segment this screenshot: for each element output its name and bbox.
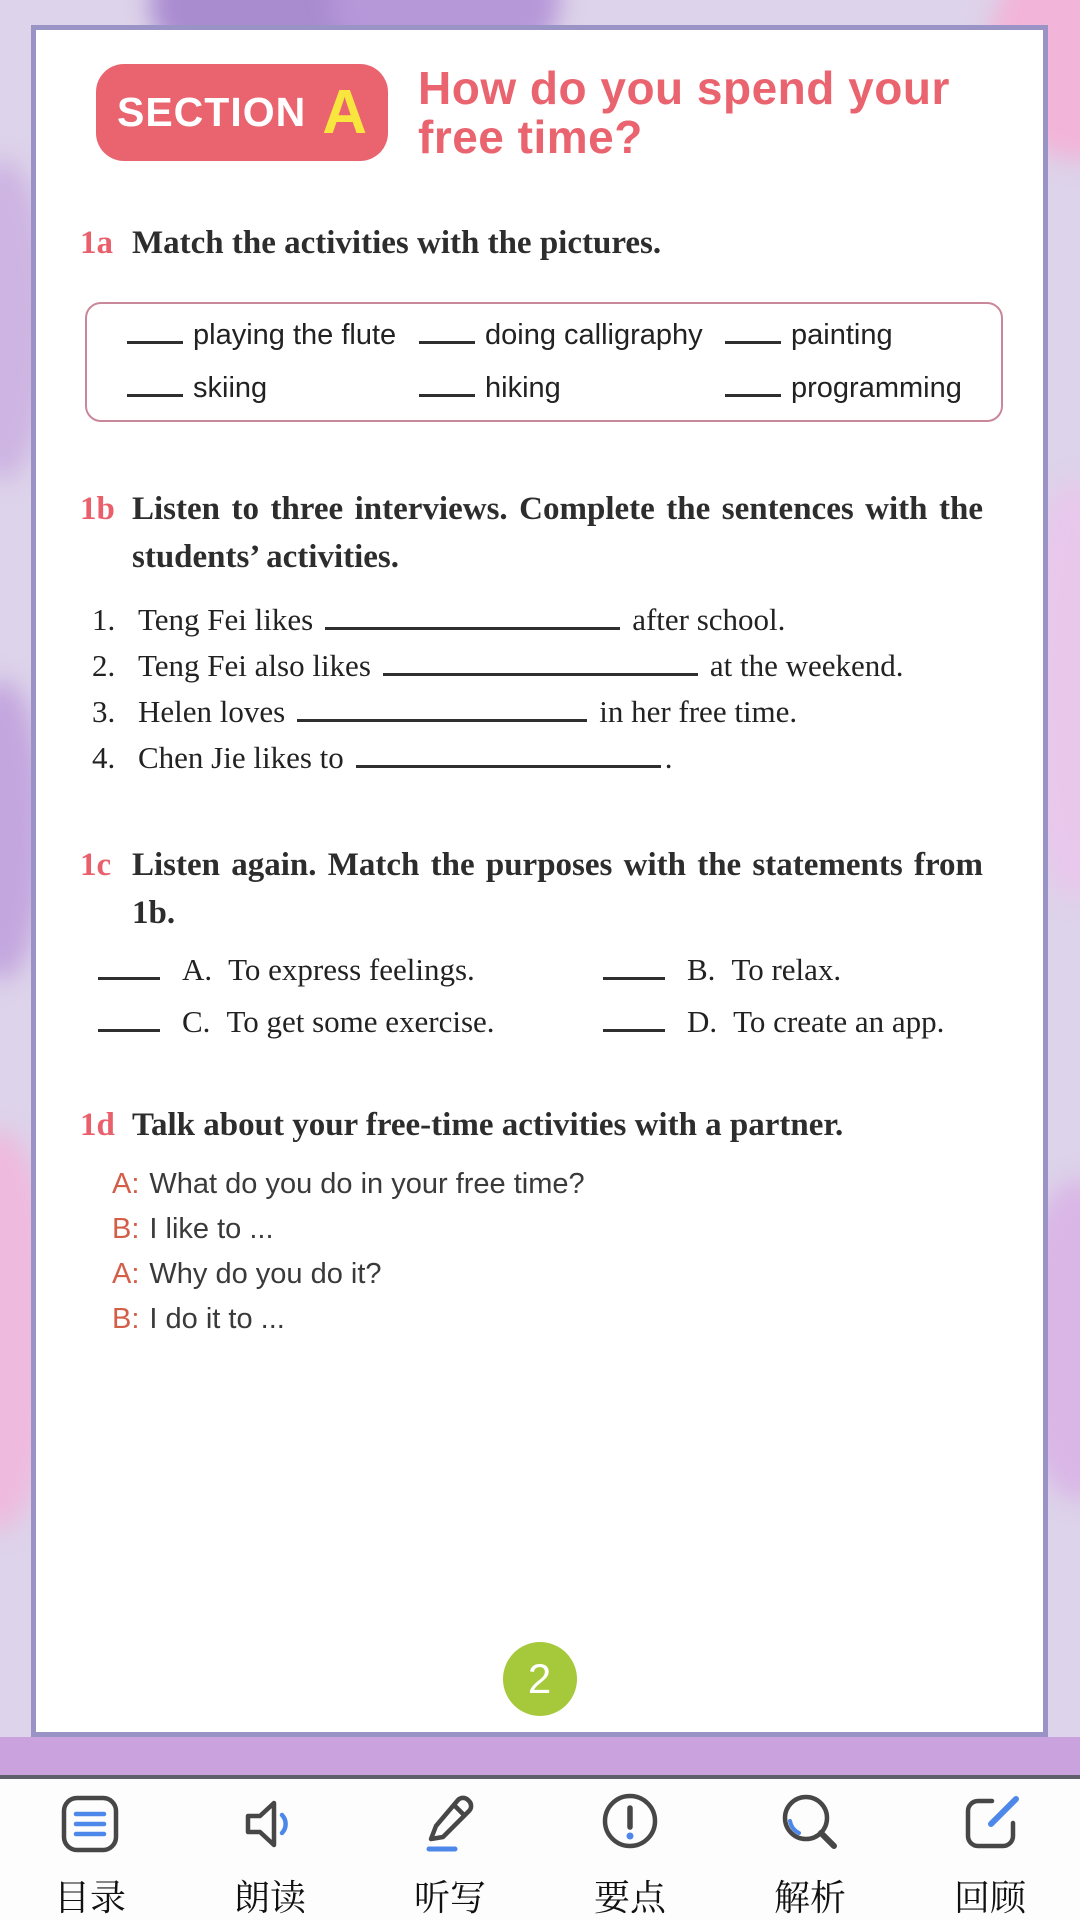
toolbar-item-review[interactable]: [900, 1779, 1080, 1920]
magnifier-icon: [773, 1787, 847, 1866]
toolbar-item-analysis[interactable]: [720, 1779, 900, 1920]
match-item: [98, 1004, 603, 1040]
sentence-text: after school.: [632, 601, 786, 637]
option-letter: B.: [687, 951, 716, 987]
word-item: [127, 372, 419, 405]
toolbar-item-read-aloud[interactable]: [180, 1779, 360, 1920]
word-item: [127, 319, 419, 352]
bottom-toolbar: [0, 1779, 1080, 1920]
sentence-number: 1.: [92, 601, 116, 637]
toolbar-label: 回顾: [953, 1877, 1026, 1918]
edit-icon: [953, 1787, 1027, 1866]
sentence-number: 2.: [92, 647, 116, 683]
sentence-text: Teng Fei likes: [138, 601, 314, 637]
exercise-number: 1c: [80, 846, 112, 883]
answer-blank: [356, 765, 661, 768]
dialogue-text: What do you do in your free time?: [149, 1167, 585, 1200]
sentence-number: 4.: [92, 739, 116, 775]
word-label: skiing: [193, 372, 268, 405]
dialogue-speaker: B:: [112, 1212, 140, 1245]
option-text: To relax.: [731, 951, 842, 987]
exercise-number: 1a: [80, 225, 113, 262]
exercise-1c-heading: [80, 842, 983, 938]
word-label: painting: [791, 319, 893, 352]
dialogue-line: [112, 1258, 1043, 1303]
word-label: doing calligraphy: [485, 319, 703, 352]
dialogue-line: [112, 1213, 1043, 1258]
exercise-1d-heading: [80, 1102, 983, 1150]
word-box-row: [127, 372, 1001, 405]
toolbar-item-dictation[interactable]: [360, 1779, 540, 1920]
word-item: [725, 372, 1001, 405]
sentence-item: [92, 602, 1043, 648]
toolbar-label: 解析: [773, 1877, 846, 1918]
activities-word-box: [85, 302, 1003, 422]
toolbar-label: 目录: [53, 1877, 126, 1918]
match-item: [603, 1004, 1043, 1040]
worksheet-page: [31, 25, 1048, 1737]
exercise-number: 1b: [80, 491, 115, 528]
speaker-icon: [233, 1787, 307, 1866]
option-text: To create an app.: [733, 1003, 945, 1039]
exercise-1b-heading: [80, 486, 983, 582]
toolbar-item-key-points[interactable]: [540, 1779, 720, 1920]
match-item: [603, 952, 1043, 988]
answer-blank: [603, 1029, 665, 1032]
dialogue-text: I do it to ...: [149, 1302, 285, 1335]
answer-blank: [98, 1029, 160, 1032]
answer-blank: [603, 977, 665, 980]
page-title: [418, 64, 950, 162]
dialogue-line: [112, 1168, 1043, 1213]
answer-blank: [127, 341, 183, 344]
exclamation-icon: [593, 1787, 667, 1866]
sentence-item: [92, 648, 1043, 694]
word-label: hiking: [485, 372, 561, 405]
sentence-text: Teng Fei also likes: [138, 647, 371, 683]
section-badge-letter: A: [322, 77, 368, 147]
word-label: playing the flute: [193, 319, 397, 352]
exercise-number: 1d: [80, 1106, 115, 1143]
page-number-badge: 2: [503, 1642, 577, 1716]
answer-blank: [725, 341, 781, 344]
match-item: [98, 952, 603, 988]
dialogue-text: I like to ...: [149, 1212, 274, 1245]
dialogue-line: [112, 1303, 1043, 1348]
sentence-item: [92, 740, 1043, 786]
sentence-number: 3.: [92, 693, 116, 729]
sentence-text: in her free time.: [599, 693, 798, 729]
section-header: [96, 64, 1043, 162]
toolbar-label: 要点: [593, 1877, 666, 1918]
page-title-line1: How do you spend your: [418, 62, 950, 114]
sentence-item: [92, 694, 1043, 740]
option-letter: C.: [182, 1003, 211, 1039]
word-item: [419, 372, 725, 405]
exercise-1a-heading: [80, 220, 983, 268]
option-letter: A.: [182, 951, 213, 987]
option-text: To express feelings.: [228, 951, 475, 987]
section-badge: [96, 64, 388, 161]
bottom-paint-band: [0, 1737, 1080, 1779]
dialogue-speaker: B:: [112, 1302, 140, 1335]
answer-blank: [98, 977, 160, 980]
answer-blank: [297, 719, 587, 722]
word-box-row: [127, 319, 1001, 352]
exercise-instruction: Listen to three interviews. Complete the sentences with the students’ activities.: [132, 491, 983, 576]
section-badge-label: SECTION: [116, 89, 307, 135]
exercise-instruction: Listen again. Match the purposes with the statements from 1b.: [132, 846, 983, 931]
answer-blank: [419, 394, 475, 397]
toolbar-item-contents[interactable]: [0, 1779, 180, 1920]
answer-blank: [127, 394, 183, 397]
toolbar-label: 朗读: [233, 1877, 306, 1918]
toolbar-label: 听写: [413, 1877, 486, 1918]
answer-blank: [725, 394, 781, 397]
sentence-text: at the weekend.: [709, 647, 904, 683]
answer-blank: [325, 627, 620, 630]
page-title-line2: free time?: [418, 111, 643, 164]
word-label: programming: [791, 372, 962, 405]
dialogue: [112, 1168, 1043, 1348]
pencil-icon: [413, 1787, 487, 1866]
exercise-instruction: Talk about your free-time activities with a partner.: [132, 1106, 844, 1143]
word-item: [419, 319, 725, 352]
sentence-list: [92, 602, 1043, 786]
list-icon: [53, 1787, 127, 1866]
sentence-text: Chen Jie likes to: [138, 739, 344, 775]
exercise-instruction: Match the activities with the pictures.: [132, 225, 662, 262]
word-item: [725, 319, 1001, 352]
dialogue-text: Why do you do it?: [149, 1257, 382, 1290]
answer-blank: [383, 673, 698, 676]
sentence-text: Helen loves: [138, 693, 286, 729]
option-text: To get some exercise.: [226, 1003, 495, 1039]
dialogue-speaker: A:: [112, 1257, 140, 1290]
option-letter: D.: [687, 1003, 718, 1039]
sentence-text: .: [664, 739, 673, 775]
answer-blank: [419, 341, 475, 344]
matching-grid: [98, 952, 1043, 1040]
dialogue-speaker: A:: [112, 1167, 140, 1200]
